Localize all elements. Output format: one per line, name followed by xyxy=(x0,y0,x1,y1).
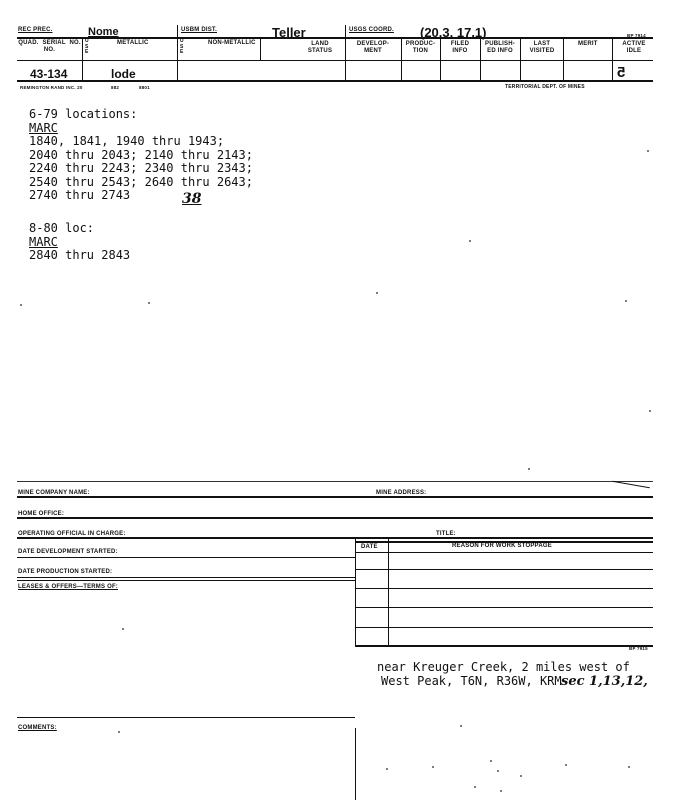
date-label: DATE xyxy=(361,544,378,550)
mine-address-label: MINE ADDRESS: xyxy=(376,490,427,496)
speck xyxy=(497,770,499,772)
speck xyxy=(386,768,388,770)
last-visited-label: LAST VISITED xyxy=(529,41,555,54)
form-code-top: BP 7914 xyxy=(627,33,646,38)
speck xyxy=(474,786,476,788)
form-rule xyxy=(17,517,653,519)
form-rule xyxy=(17,580,355,581)
dept-label: TERRITORIAL DEPT. OF MINES xyxy=(505,84,585,90)
quad-serial-value: 43-134 xyxy=(30,67,68,81)
form-rule xyxy=(17,577,355,578)
notes-line: 2040 thru 2043; 2140 thru 2143; xyxy=(29,147,253,162)
header-divider xyxy=(612,37,613,80)
comments-label: COMMENTS: xyxy=(18,725,57,731)
speck xyxy=(520,775,522,777)
leases-offers-label: LEASES & OFFERS—TERMS OF: xyxy=(18,584,119,590)
printer-line: REMINGTON RAND INC. 20 xyxy=(20,85,83,90)
notes-line: 2540 thru 2543; 2640 thru 2643; xyxy=(29,174,253,189)
stoppage-rule xyxy=(355,607,653,608)
speck xyxy=(565,764,567,766)
printer-num-2: 8801 xyxy=(139,85,150,90)
speck xyxy=(490,760,492,762)
notes-line: 1840, 1841, 1940 thru 1943; xyxy=(29,134,225,148)
speck xyxy=(118,731,120,733)
development-label: DEVELOP-MENT xyxy=(356,41,390,54)
form-rule xyxy=(17,717,355,718)
notes-line: 2740 thru 2743 xyxy=(29,188,131,202)
reason-label: REASON FOR WORK STOPPAGE xyxy=(452,543,552,549)
notes-line: 2840 thru 2843 xyxy=(29,248,131,262)
operating-official-label: OPERATING OFFICIAL IN CHARGE: xyxy=(18,531,126,537)
nonmetallic-label: NON-METALLIC xyxy=(208,40,256,46)
speck xyxy=(460,725,462,727)
speck xyxy=(148,302,150,304)
location-line: West Peak, T6N, R36W, KRM xyxy=(381,674,562,688)
header-divider xyxy=(260,37,261,60)
merit-label: MERIT xyxy=(578,41,598,47)
location-line: near Kreuger Creek, 2 miles west of xyxy=(377,660,630,674)
header-divider xyxy=(440,37,441,80)
notes-line: MARC xyxy=(29,120,58,135)
production-label: PRODUC-TION xyxy=(405,41,436,54)
notes-line: 8-80 loc: xyxy=(29,221,95,235)
header-divider xyxy=(345,25,346,80)
rec-prec-label: REC PREC. xyxy=(18,27,53,33)
speck xyxy=(122,628,124,630)
stoppage-rule xyxy=(355,552,653,553)
stoppage-rule xyxy=(355,627,653,628)
header-divider xyxy=(480,37,481,80)
use-label-metallic: U S E xyxy=(85,38,89,55)
use-label-nonmetallic: U S E xyxy=(180,38,184,55)
form-rule xyxy=(17,557,355,558)
quad-serial-label: QUAD. SERIAL NO. NO. xyxy=(18,40,81,53)
stoppage-rule xyxy=(355,645,653,647)
notes-line: MARC xyxy=(29,234,58,249)
rec-prec-value: Nome xyxy=(88,26,119,38)
form-rule xyxy=(17,481,653,482)
date-production-label: DATE PRODUCTION STARTED: xyxy=(18,569,113,575)
header-divider xyxy=(401,37,402,80)
handwritten-section: sec 1,13,12, xyxy=(561,674,648,689)
form-rule xyxy=(17,496,653,498)
title-label: TITLE: xyxy=(436,531,456,537)
land-status-label: LAND STATUS xyxy=(307,41,333,54)
speck xyxy=(649,410,651,412)
home-office-label: HOME OFFICE: xyxy=(18,511,65,517)
usgs-coord-value: (20.3, 17.1) xyxy=(420,25,487,40)
speck xyxy=(376,292,378,294)
speck xyxy=(528,468,530,470)
speck xyxy=(647,150,649,152)
published-info-label: PUBLISH-ED INFO xyxy=(485,41,515,54)
header-divider xyxy=(177,25,178,80)
stoppage-rule xyxy=(355,569,653,570)
speck xyxy=(500,790,502,792)
speck xyxy=(432,766,434,768)
stoppage-divider xyxy=(388,537,389,647)
handwritten-initials: 38 xyxy=(182,191,202,207)
speck xyxy=(625,300,627,302)
mine-company-label: MINE COMPANY NAME: xyxy=(18,490,90,496)
notes-line: 6-79 locations: xyxy=(29,107,138,121)
metallic-label: METALLIC xyxy=(117,40,149,46)
header-divider xyxy=(82,37,83,80)
stoppage-divider xyxy=(355,537,356,647)
header-divider xyxy=(520,37,521,80)
metallic-value: lode xyxy=(111,67,136,81)
usbm-dist-value: Teller xyxy=(272,25,306,40)
printer-num-1: 882 xyxy=(111,85,120,90)
notes-line: 2240 thru 2243; 2340 thru 2343; xyxy=(29,161,253,175)
speck xyxy=(20,304,22,306)
stoppage-rule xyxy=(355,588,653,589)
form-code-bottom: BP 7915 xyxy=(629,646,648,651)
filed-info-label: FILED INFO xyxy=(450,41,470,54)
active-idle-value: 5 xyxy=(617,64,626,81)
active-idle-label: ACTIVE IDLE xyxy=(622,41,646,54)
header-rule-mid xyxy=(17,60,653,61)
usgs-coord-label: USGS COORD. xyxy=(349,27,394,33)
comments-divider xyxy=(355,728,356,800)
header-divider xyxy=(563,37,564,80)
date-development-label: DATE DEVELOPMENT STARTED: xyxy=(18,549,118,555)
usbm-dist-label: USBM DIST. xyxy=(181,27,218,33)
speck xyxy=(469,240,471,242)
speck xyxy=(628,766,630,768)
